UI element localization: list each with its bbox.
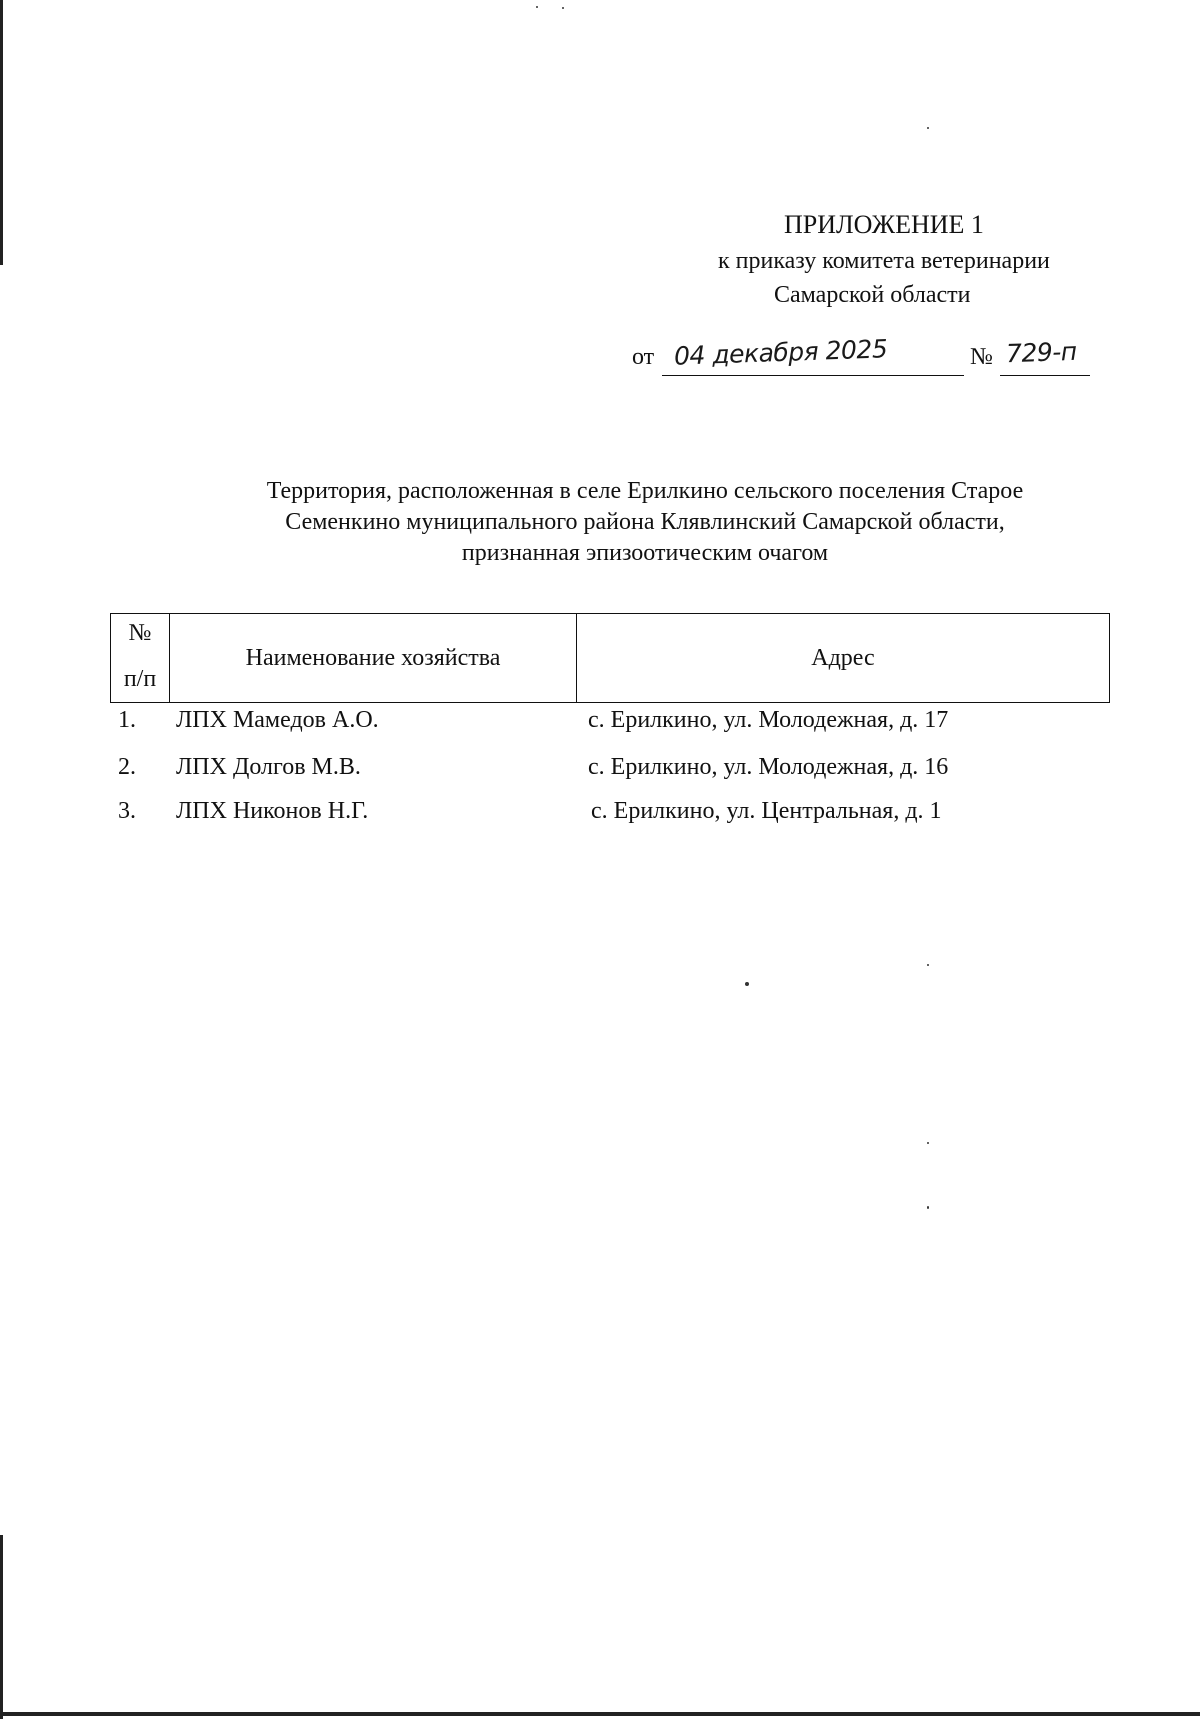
column-header-number-abbr: п/п bbox=[123, 666, 157, 692]
row-number: 3. bbox=[118, 798, 136, 824]
order-number-underline bbox=[1000, 375, 1090, 376]
farm-address: с. Ерилкино, ул. Молодежная, д. 17 bbox=[588, 707, 949, 733]
farm-name: ЛПХ Никонов Н.Г. bbox=[176, 798, 369, 824]
farm-address: с. Ерилкино, ул. Центральная, д. 1 bbox=[591, 798, 942, 824]
scan-speck bbox=[927, 127, 929, 129]
row-number: 1. bbox=[118, 707, 136, 733]
row-number: 2. bbox=[118, 754, 136, 780]
column-header-number bbox=[111, 614, 170, 702]
scan-speck bbox=[927, 1206, 929, 1209]
scan-speck bbox=[927, 1142, 929, 1144]
document-heading bbox=[160, 476, 1130, 569]
scan-edge-mark bbox=[0, 1535, 3, 1719]
order-number-handwritten: 729-п bbox=[1005, 336, 1078, 369]
column-header-name bbox=[170, 614, 577, 702]
order-number-label: № bbox=[970, 344, 993, 370]
heading-line: признанная эпизоотическим очагом bbox=[461, 540, 829, 566]
order-date-handwritten: 04 декабря 2025 bbox=[673, 334, 888, 371]
scan-speck bbox=[562, 7, 564, 9]
table-header bbox=[110, 613, 1110, 703]
table-row bbox=[110, 754, 1110, 790]
heading-line: Территория, расположенная в селе Ерилкино сельского поселения Старое bbox=[266, 478, 1024, 504]
order-reference bbox=[632, 334, 1112, 394]
column-header-name-label: Наименование хозяйства bbox=[245, 644, 501, 671]
scan-speck bbox=[536, 6, 538, 8]
heading-line: Семенкино муниципального района Клявлинский Самарской области, bbox=[285, 509, 1005, 535]
scan-edge-mark bbox=[0, 1712, 1200, 1716]
column-header-number-symbol: № bbox=[128, 620, 152, 646]
appendix-title: ПРИЛОЖЕНИЕ 1 bbox=[784, 210, 984, 239]
column-header-address-label: Адрес bbox=[811, 644, 875, 671]
table-row bbox=[110, 798, 1110, 834]
farm-name: ЛПХ Мамедов А.О. bbox=[176, 707, 379, 733]
scan-speck bbox=[745, 982, 749, 986]
column-header-address bbox=[577, 614, 1109, 702]
table-row bbox=[110, 707, 1110, 743]
appendix-subtitle: к приказу комитета ветеринарии bbox=[718, 248, 1050, 274]
scan-edge-mark bbox=[0, 0, 3, 265]
farm-address: с. Ерилкино, ул. Молодежная, д. 16 bbox=[588, 754, 949, 780]
order-date-underline bbox=[662, 375, 964, 376]
farm-name: ЛПХ Долгов М.В. bbox=[176, 754, 361, 780]
appendix-region: Самарской области bbox=[774, 282, 971, 308]
order-date-label: от bbox=[632, 344, 655, 370]
scan-speck bbox=[927, 964, 929, 966]
